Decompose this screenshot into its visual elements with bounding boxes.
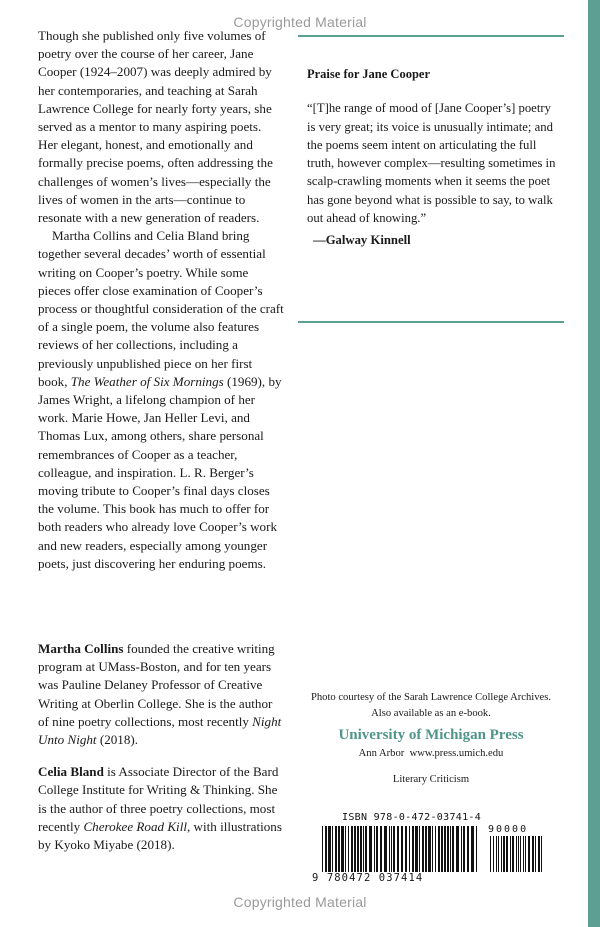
barcode-bar [523, 836, 524, 872]
bio-bland-name: Celia Bland [38, 764, 104, 780]
barcode-bar [441, 826, 443, 872]
isbn-barcode [312, 812, 552, 892]
barcode-bar [471, 826, 474, 872]
barcode-bar [541, 836, 542, 872]
description-p2-part-a: Martha Collins and Celia Bland bring together several decades’ worth of essential writing on Cooper’s poetry. While some pieces offer close examination of Cooper’s process or thoughtful consideration of the craft of a single poem, the volume also features reviews of her collections, including a previously unpublished piece on her first book, [38, 228, 284, 389]
barcode-bar [354, 826, 356, 872]
book-description [38, 27, 284, 573]
barcode-main-bars [320, 826, 480, 872]
barcode-bar [490, 836, 491, 872]
barcode-bar [415, 826, 418, 872]
barcode-bar [510, 836, 511, 872]
praise-title: Praise for Jane Cooper [307, 67, 431, 81]
barcode-bar [528, 836, 530, 872]
barcode-bar [405, 826, 407, 872]
barcode-bar [496, 836, 497, 872]
barcode-addon-digits: 90000 [488, 824, 529, 835]
description-paragraph-1: Though she published only five volumes of poetry over the course of her career, Jane Cooper (1924–2007) was deeply admired by her contemporaries, and teaching at Sarah Lawrence College for nearly forty years, she served as a mentor to many aspiring poets. Her elegant, honest, and emotionally and formally precise poems, often addressing the challenges of women’s lives—especially the lives of women in the arts—continue to resonate with a new generation of readers. [38, 28, 273, 226]
barcode-addon-bars [488, 836, 544, 872]
barcode-bar [376, 826, 378, 872]
barcode-bar [447, 826, 449, 872]
barcode-bar [435, 826, 436, 872]
barcode-bar [463, 826, 465, 872]
barcode-bar [335, 826, 337, 872]
barcode-bar [498, 836, 499, 872]
barcode-bar [380, 826, 382, 872]
publisher-block [300, 690, 562, 788]
bio-celia-bland [38, 763, 284, 854]
barcode-bar [450, 826, 451, 872]
barcode-bar [438, 826, 440, 872]
barcode-bar [393, 826, 395, 872]
barcode-bar [476, 826, 477, 872]
barcode-bar [503, 836, 505, 872]
barcode-bar [401, 826, 403, 872]
praise-attribution: —Galway Kinnell [313, 233, 411, 248]
barcode-bar [338, 826, 340, 872]
spine-edge-strip [588, 0, 600, 927]
barcode-bar [412, 826, 414, 872]
barcode-bar [389, 826, 390, 872]
bio-collins-name: Martha Collins [38, 641, 124, 656]
watermark-bottom: Copyrighted Material [233, 894, 367, 910]
barcode-bar [452, 826, 454, 872]
barcode-bar [348, 826, 349, 872]
description-p2-part-b: (1969), by James Wright, a lifelong champion of her work. Marie Howe, Jan Heller Levi, and Thomas Lux, among others, share personal remembrances of Cooper as a teacher, colleague, and inspiration. L. R. Berger’s moving tribute to Cooper’s final days closes the volume. This book has much to offer for both readers who already love Cooper’s work and new readers, especially among younger poets, just discovering her enduring poems. [38, 373, 282, 571]
barcode-bar [422, 826, 424, 872]
barcode-bar [428, 826, 431, 872]
barcode-bar [501, 836, 502, 872]
barcode-bar [325, 826, 327, 872]
barcode-bar [328, 826, 331, 872]
barcode-bar [525, 836, 526, 872]
barcode-bar [538, 836, 540, 872]
barcode-bar [419, 826, 420, 872]
barcode-bar [461, 826, 462, 872]
press-location: Ann Arbor [358, 748, 405, 759]
barcode-bar [391, 826, 392, 872]
isbn-text: ISBN 978-0-472-03741-4 [342, 812, 482, 823]
press-website: www.press.umich.edu [409, 748, 504, 759]
press-name: University of Michigan Press [338, 727, 524, 743]
barcode-bar [535, 836, 536, 872]
barcode-bar [360, 826, 362, 872]
photo-credit: Photo courtesy of the Sarah Lawrence College Archives. [310, 692, 552, 703]
bio-bland-text-a: is Associate Director of the Bard College Institute for Writing & Thinking. She is the author of three poetry collections, most recently [38, 764, 279, 834]
praise-box [298, 35, 564, 323]
barcode-bar [351, 826, 353, 872]
barcode-bar [518, 836, 519, 872]
editor-bios [38, 640, 284, 868]
barcode-bar [357, 826, 359, 872]
barcode-bar [363, 826, 364, 872]
barcode-bar [374, 826, 375, 872]
barcode-bar [516, 836, 517, 872]
barcode-bar [345, 826, 346, 872]
praise-content [298, 37, 561, 250]
barcode-bar [369, 826, 372, 872]
description-paragraph-2 [38, 227, 284, 573]
barcode-bar [341, 826, 344, 872]
genre-label: Literary Criticism [392, 774, 470, 785]
barcode-bar [506, 836, 508, 872]
bio-bland-text-b: , with illustrations by Kyoko Miyabe (2018). [38, 818, 282, 853]
bio-collins-text-b: (2018). [96, 732, 139, 748]
description-book-title: The Weather of Six Mornings [70, 373, 224, 389]
barcode-bar [493, 836, 494, 872]
praise-quote: “[T]he range of mood of [Jane Cooper’s] poetry is very great; its voice is unusually intimate; and the poems seem intent on articulating the full truth, however complex—resulting sometimes in scalp-crawling moments when it seems the poet has gone beyond what is possible to say, to walk out ahead of knowing.” [307, 101, 556, 226]
press-address [300, 746, 562, 762]
barcode-digits: 9 780472 037414 [312, 872, 424, 884]
barcode-bar [384, 826, 387, 872]
bio-collins-text-a: founded the creative writing program at UMass-Boston, and for ten years was Pauline Delaney Professor of Creative Writing at Oberlin College. She is the author of nine poetry collections, most recently [38, 641, 275, 729]
barcode-bar [456, 826, 459, 872]
barcode-bar [467, 826, 469, 872]
barcode-bar [365, 826, 367, 872]
barcode-bar [520, 836, 521, 872]
barcode-bar [322, 826, 323, 872]
barcode-bar [332, 826, 333, 872]
bio-bland-book-title: Cherokee Road Kill [83, 818, 187, 834]
barcode-bar [409, 826, 410, 872]
barcode-bar [397, 826, 399, 872]
ebook-note: Also available as an e-book. [371, 708, 491, 719]
watermark-top: Copyrighted Material [233, 14, 367, 30]
barcode-bar [512, 836, 514, 872]
barcode-bar [532, 836, 534, 872]
barcode-bar [425, 826, 427, 872]
bio-collins-book-title: Night Unto Night [38, 713, 282, 748]
barcode-bar [432, 826, 433, 872]
bio-martha-collins [38, 640, 284, 749]
barcode-bar [444, 826, 446, 872]
